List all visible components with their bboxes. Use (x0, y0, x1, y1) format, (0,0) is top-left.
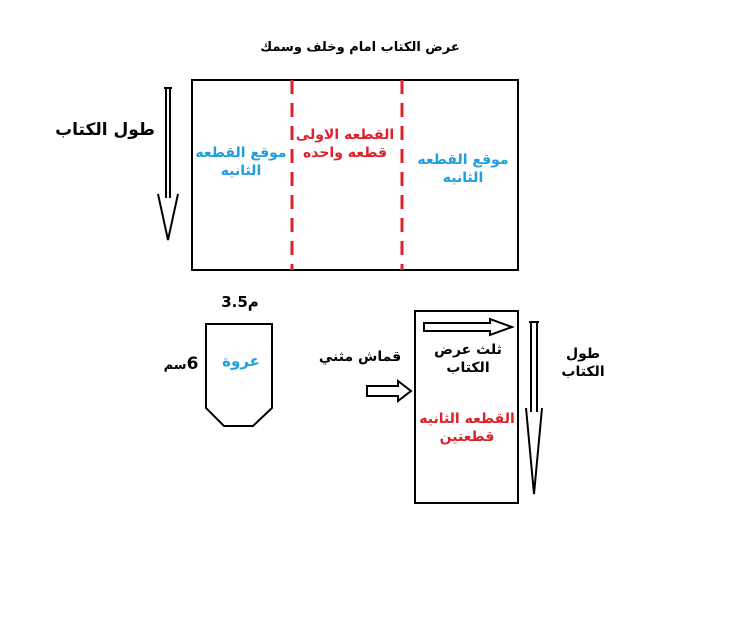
width-arrow-icon (424, 319, 512, 335)
loop-height-label (158, 354, 204, 375)
second-piece-length-label (548, 346, 618, 381)
left-section-line-2: الثانيه (220, 162, 262, 179)
second-piece-width-line-1: ثلث عرض (434, 342, 502, 358)
second-piece-line-2: قطعتين (439, 428, 495, 445)
loop-label: عروة (222, 352, 260, 370)
second-piece-length-line-2: الكتاب (561, 363, 605, 380)
diagram-title: عرض الكتاب امام وخلف وسمك (260, 40, 460, 55)
second-piece-rect (415, 311, 518, 503)
loop-height-unit: سم (163, 358, 187, 373)
second-piece-line-1: القطعه الثانيه (419, 411, 515, 427)
book-length-label: طول الكتاب (55, 120, 155, 140)
second-piece-length-line-1: طول (565, 346, 601, 362)
second-piece-width-label (420, 342, 516, 377)
right-arrow-icon (367, 381, 411, 401)
fabric-label: قماش مثني (318, 349, 402, 365)
right-section-line-2: الثانيه (442, 169, 484, 186)
left-section-line-1: موقع القطعه (195, 145, 287, 161)
down-arrow-icon (158, 88, 178, 240)
loop-height-value: 6 (186, 354, 199, 374)
middle-section-label (290, 127, 400, 162)
loop-shape (206, 324, 272, 426)
middle-section-line-1: القطعه الاولى (295, 127, 395, 143)
loop-width-unit: م (247, 293, 259, 311)
middle-section-line-2: قطعه واحده (302, 144, 387, 161)
right-section-line-1: موقع القطعه (417, 152, 509, 168)
second-piece-width-line-2: الكتاب (446, 359, 490, 376)
length-down-arrow-icon (526, 322, 542, 494)
left-section-label (186, 145, 296, 180)
right-section-label (408, 152, 518, 187)
second-piece-label (417, 411, 517, 446)
loop-width-label (210, 293, 270, 312)
loop-width-value: 3.5 (221, 293, 248, 311)
